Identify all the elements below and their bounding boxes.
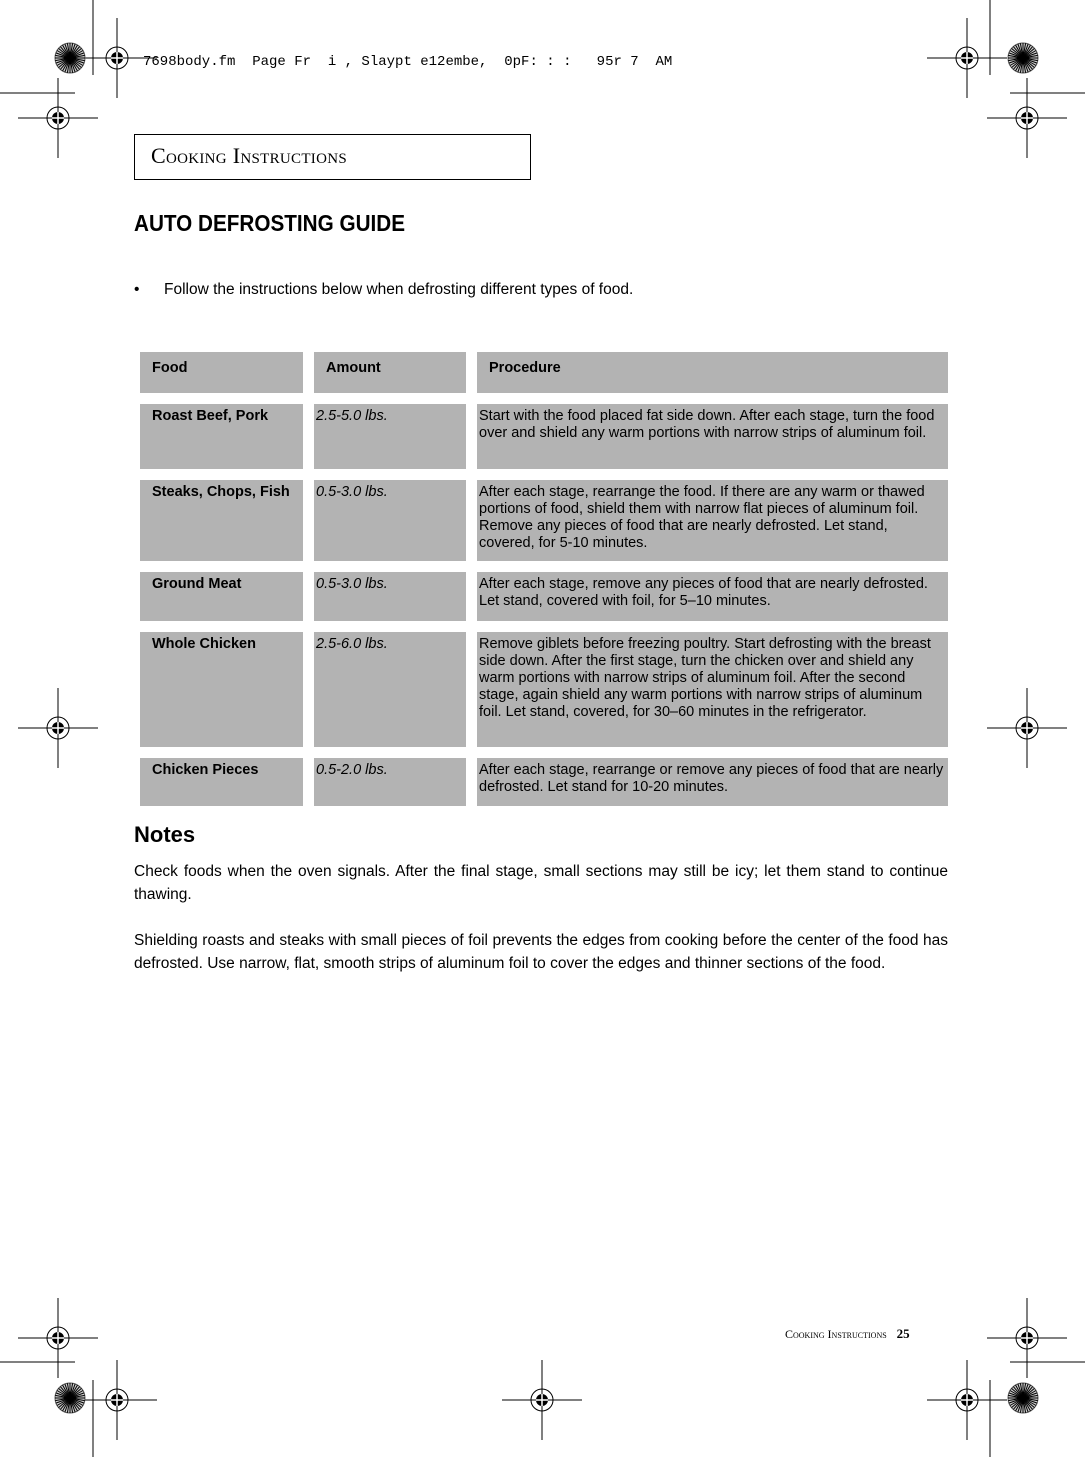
cell-amount: 0.5-3.0 lbs. [314,572,466,621]
cell-food: Whole Chicken [140,632,303,747]
page-number: 25 [896,1326,910,1341]
footer-section: Cooking Instructions [785,1327,887,1341]
notes-heading: Notes [134,822,196,847]
cell-procedure: After each stage, rearrange or remove any pieces of food that are nearly defrosted. Let stand for 10-20 minutes. [477,758,948,806]
cell-procedure: Remove giblets before freezing poultry. Start defrosting with the breast side down. After the first stage, turn the chicken over and shield any warm portions with narrow strips of aluminum foil. After the second stage, again shield any warm portions with narrow strips of aluminum foil. Let stand, covered, for 30–60 minutes in the refrigerator. [477,632,948,747]
header-amount: Amount [314,352,466,393]
cell-amount: 0.5-3.0 lbs. [314,480,466,561]
header-food: Food [140,352,303,393]
notes-paragraph: Check foods when the oven signals. After the final stage, small sections may still be icy; let them stand to continue thawing. [134,863,948,903]
header-procedure: Procedure [477,352,948,393]
page-footer [785,1326,910,1342]
cell-amount: 2.5-5.0 lbs. [314,404,466,469]
cell-food: Chicken Pieces [140,758,303,806]
section-header-box [134,134,531,180]
intro-text: Follow the instructions below when defrosting different types of food. [164,281,634,298]
cell-procedure: Start with the food placed fat side down. After each stage, turn the food over and shield any warm portions with narrow strips of aluminum foil. [477,404,948,469]
cell-food: Steaks, Chops, Fish [140,480,303,561]
print-slug: 7698body.fm Page Fr i , Slaypt e12embe, 0pF: : : 95r 7 AM [143,54,673,70]
cell-procedure: After each stage, remove any pieces of food that are nearly defrosted. Let stand, covered with foil, for 5–10 minutes. [477,572,948,621]
cell-procedure: After each stage, rearrange the food. If there are any warm or thawed portions of food, shield them with narrow flat pieces of aluminum foil. Remove any pieces of food that are nearly defrosted. Let stand, covered, for 5-10 minutes. [477,480,948,561]
page-title: AUTO DEFROSTING GUIDE [134,210,406,236]
cell-food: Roast Beef, Pork [140,404,303,469]
notes-paragraph: Shielding roasts and steaks with small pieces of foil prevents the edges from cooking before the center of the food has defrosted. Use narrow, flat, smooth strips of aluminum foil to cover the edges and thinner sections of the food. [134,932,948,972]
bullet-icon: • [134,281,140,298]
cell-amount: 2.5-6.0 lbs. [314,632,466,747]
section-title: Cooking Instructions [151,143,348,168]
cell-food: Ground Meat [140,572,303,621]
cell-amount: 0.5-2.0 lbs. [314,758,466,806]
